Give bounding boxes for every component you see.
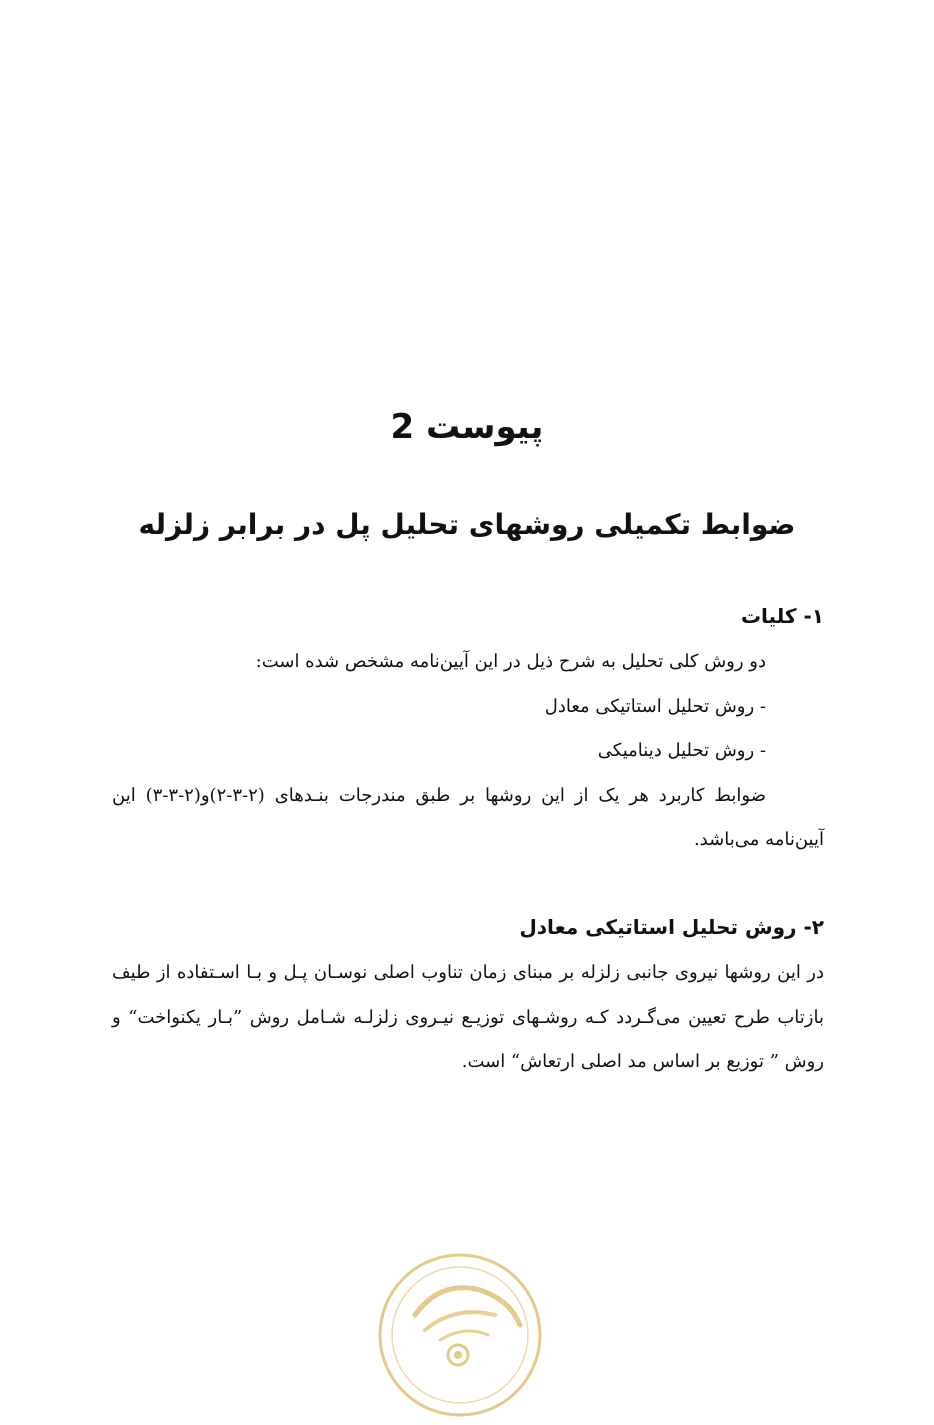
list-item-dynamic-method: - روش تحلیل دینامیکی [597,740,766,761]
appendix-title: پیوست 2 [390,407,544,447]
section-general [112,596,824,863]
section-criteria-text: ضوابط کاربرد هر یک از این روشها بر طبق مندرجات بنـدهای (۲-۳-۲)و(۲-۳-۳) این آیین‌نامه می‌باشد. [112,784,824,850]
section-intro-text: دو روش کلی تحلیل به شرح ذیل در این آیین‌نامه مشخص شده است: [255,651,766,672]
list-item-static-method: - روش تحلیل استاتیکی معادل [544,695,766,717]
section-heading-general: ۱- کلیات [740,604,824,628]
section-body-text: در این روشها نیروی جانبی زلزله بر مبنای زمان تناوب اصلی نوسـان پـل و بـا اسـتفاده از طیف بازتاب طرح تعیین می‌گـردد کـه روشـهای توزیـع نیـروی زلزلـه شـامل روش ”بـار یکنواخت“ و روش ” توزیع بر اساس مد اصلی ارتعاش“ است. [112,962,824,1072]
section-equivalent-static [112,907,824,1085]
seal-watermark-icon [370,1245,550,1425]
page-title: ضوابط تکمیلی روشهای تحلیل پل در برابر زلزله [138,508,796,541]
section-heading-equivalent-static: ۲- روش تحلیل استاتیکی معادل [519,915,824,939]
